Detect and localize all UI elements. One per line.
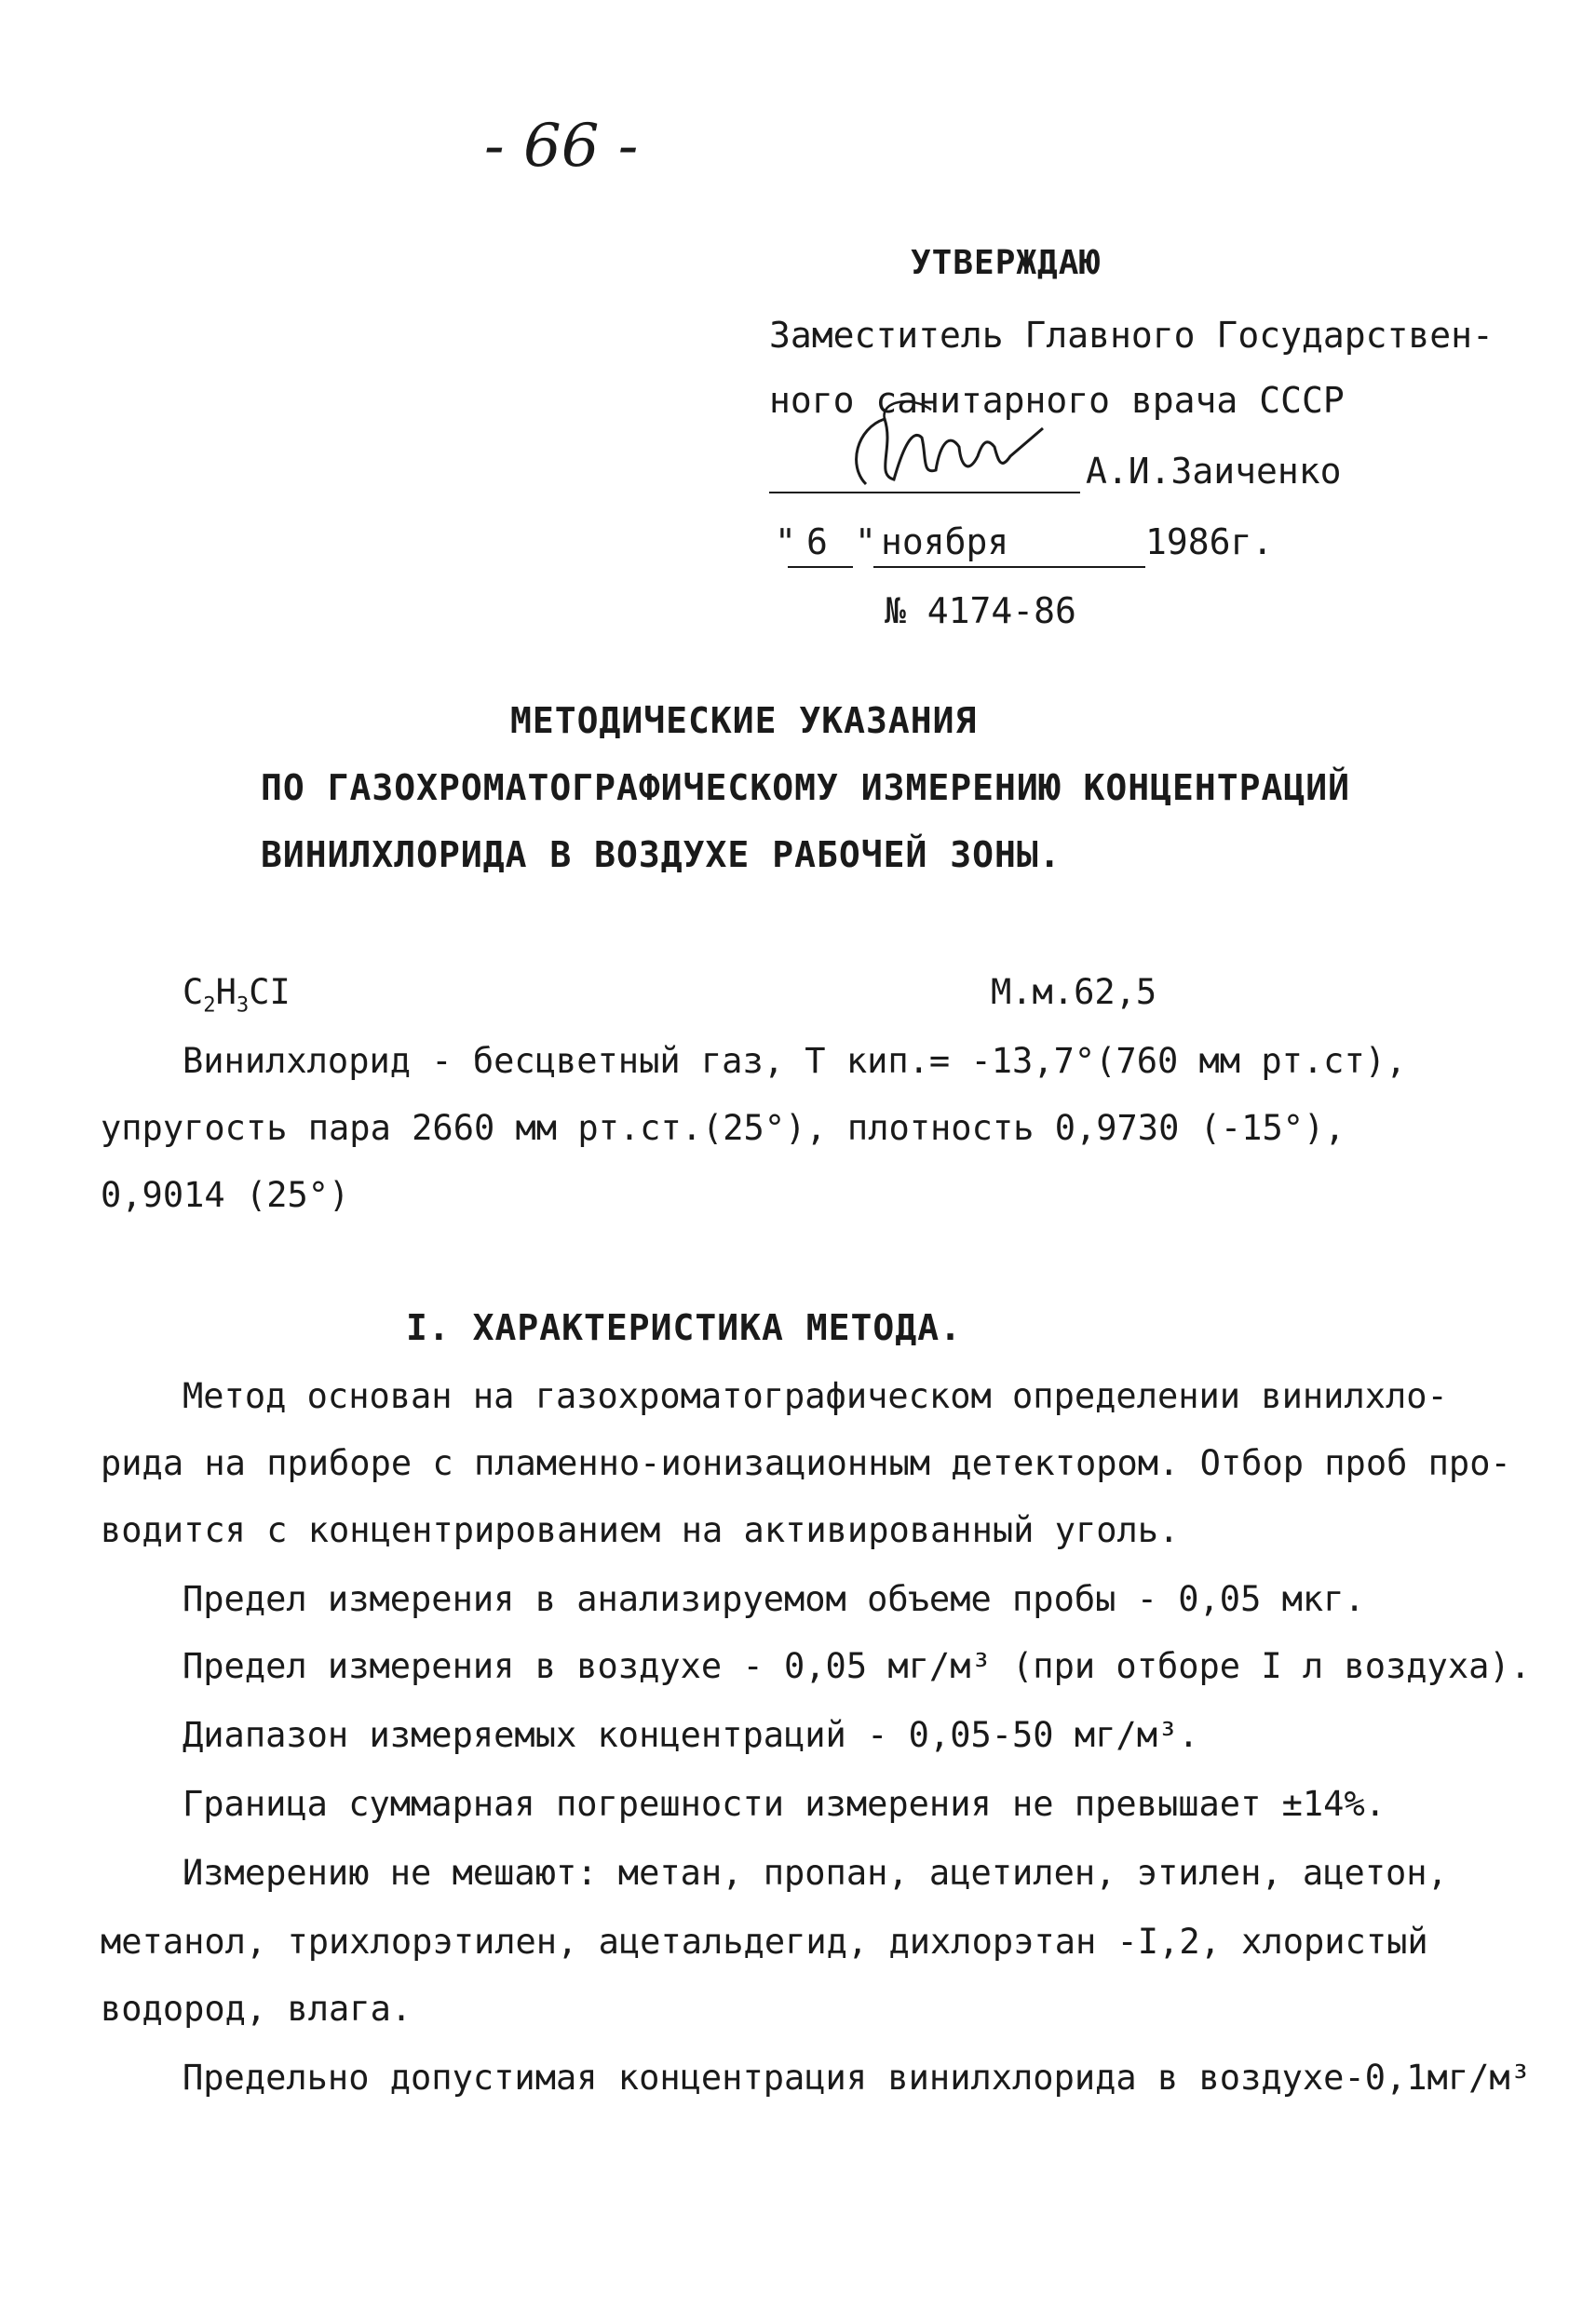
title-line2: ПО ГАЗОХРОМАТОГРАФИЧЕСКОМУ ИЗМЕРЕНИЮ КОНЦЕНТРАЦИЙ [261, 767, 1351, 808]
date-day-underline [788, 566, 853, 568]
properties-line3: 0,9014 (25°) [101, 1175, 350, 1215]
section1-p5: Граница суммарная погрешности измерения не превышает ±14%. [183, 1784, 1386, 1824]
document-number: № 4174-86 [885, 590, 1076, 631]
date-month: ноября [881, 521, 1009, 562]
approval-title: УТВЕРЖДАЮ [911, 244, 1102, 282]
section1-p6-line2: метанол, трихлорэтилен, ацетальдегид, дихлорэтан -I,2, хлористый [101, 1922, 1428, 1962]
date-day: 6 [806, 521, 828, 562]
date-month-underline [873, 566, 1145, 568]
properties-line1: Винилхлорид - бесцветный газ, Т кип.= -13,7°(760 мм рт.ст), [183, 1041, 1407, 1081]
section1-p1-line3: водится с концентрированием на активированный уголь. [101, 1510, 1180, 1550]
section1-p6-line3: водород, влага. [101, 1989, 413, 2029]
section1-p1-line2: рида на приборе с пламенно-ионизационным детектором. Отбор проб про- [101, 1443, 1511, 1483]
properties-line2: упругость пара 2660 мм рт.ст.(25°), плотность 0,9730 (-15°), [101, 1108, 1346, 1148]
section1-p4: Диапазон измеряемых концентраций - 0,05-50 мг/м³. [183, 1715, 1199, 1755]
section1-p2: Предел измерения в анализируемом объеме пробы - 0,05 мкг. [183, 1579, 1365, 1619]
date-year: 1986г. [1145, 521, 1274, 562]
section1-p1-line1: Метод основан на газохроматографическом определении винилхло- [183, 1376, 1448, 1416]
approval-name: А.И.Заиченко [1086, 451, 1342, 492]
title-line3: ВИНИЛХЛОРИДА В ВОЗДУХЕ РАБОЧЕЙ ЗОНЫ. [261, 834, 1062, 875]
approval-position-line1: Заместитель Главного Государствен- [769, 315, 1494, 356]
section1-p3: Предел измерения в воздухе - 0,05 мг/м³ (при отборе I л воздуха). [183, 1646, 1531, 1686]
section1-heading: I. ХАРАКТЕРИСТИКА МЕТОДА. [406, 1307, 962, 1348]
page-number: - 66 - [484, 112, 639, 181]
signature-line [769, 492, 1080, 493]
section1-p6-line1: Измерению не мешают: метан, пропан, ацетилен, этилен, ацетон, [183, 1853, 1448, 1893]
date-quote-open: " [775, 521, 796, 562]
title-line1: МЕТОДИЧЕСКИЕ УКАЗАНИЯ [510, 700, 978, 741]
date-quote-close: " [855, 521, 876, 562]
approval-position-line2: ного санитарного врача СССР [769, 380, 1345, 421]
section1-p7: Предельно допустимая концентрация винилхлорида в воздухе-0,1мг/м³ [183, 2058, 1531, 2098]
signature-image [829, 391, 1052, 503]
chemical-formula: $C_2H_3CI$ [183, 972, 291, 1018]
molecular-mass: М.м.62,5 [991, 972, 1157, 1012]
